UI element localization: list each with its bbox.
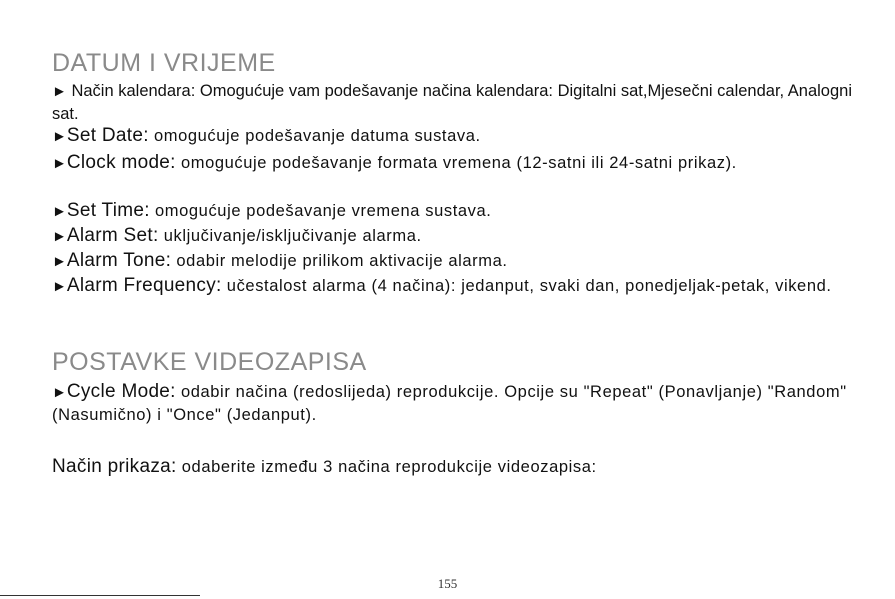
bullet-set-date xyxy=(52,124,857,148)
bullet-alarm-set xyxy=(52,224,857,248)
bullet-arrow-icon: ► xyxy=(52,228,67,245)
footer-rule xyxy=(0,595,200,596)
desc-set-date: omogućuje podešavanje datuma sustava. xyxy=(148,127,481,145)
desc-cycle-mode: odabir načina (redoslijeda) reprodukcije. Opcije su "Repeat" (Ponavljanje) "Random" (Nasumično) i "Once" (Jedanput). xyxy=(52,383,847,424)
bullet-arrow-icon: ► xyxy=(52,203,67,220)
desc-display-mode: odaberite između 3 načina reprodukcije videozapisa: xyxy=(176,458,597,476)
display-mode-line xyxy=(52,455,857,479)
term-alarm-tone: Alarm Tone: xyxy=(66,250,172,271)
bullet-alarm-tone xyxy=(52,249,857,273)
calendar-mode-text: Način kalendara: Omogućuje vam podešavanje načina kalendara: Digitalni sat,Mjesečni calendar, Analogni sat. xyxy=(52,82,853,123)
bullet-clock-mode xyxy=(52,151,857,175)
section-title-video-settings: POSTAVKE VIDEOZAPISA xyxy=(52,348,367,376)
bullet-arrow-icon: ► xyxy=(52,83,67,100)
bullet-arrow-icon: ► xyxy=(52,128,67,145)
bullet-alarm-frequency xyxy=(52,274,857,298)
section-title-date-time: DATUM I VRIJEME xyxy=(52,49,276,77)
bullet-set-time xyxy=(52,199,857,223)
desc-set-time: omogućuje podešavanje vremena sustava. xyxy=(149,202,492,220)
bullet-arrow-icon: ► xyxy=(52,278,67,295)
term-set-time: Set Time: xyxy=(66,200,150,221)
term-set-date: Set Date: xyxy=(66,125,149,146)
term-cycle-mode: Cycle Mode: xyxy=(66,381,176,402)
page-number: 155 xyxy=(437,576,458,591)
bullet-arrow-icon: ► xyxy=(52,155,67,172)
term-alarm-frequency: Alarm Frequency: xyxy=(66,275,222,296)
term-clock-mode: Clock mode: xyxy=(66,152,176,173)
desc-clock-mode: omogućuje podešavanje formata vremena (12-satni ili 24-satni prikaz). xyxy=(175,154,737,172)
desc-alarm-frequency: učestalost alarma (4 načina): jedanput, svaki dan, ponedjeljak-petak, vikend. xyxy=(221,277,832,295)
bullet-calendar-mode xyxy=(52,80,857,126)
term-display-mode: Način prikaza: xyxy=(52,456,177,477)
term-alarm-set: Alarm Set: xyxy=(66,225,159,246)
desc-alarm-set: uključivanje/isključivanje alarma. xyxy=(158,227,422,245)
bullet-arrow-icon: ► xyxy=(52,253,67,270)
bullet-cycle-mode xyxy=(52,380,857,427)
bullet-arrow-icon: ► xyxy=(52,384,67,401)
desc-alarm-tone: odabir melodije prilikom aktivacije alarma. xyxy=(171,252,508,270)
